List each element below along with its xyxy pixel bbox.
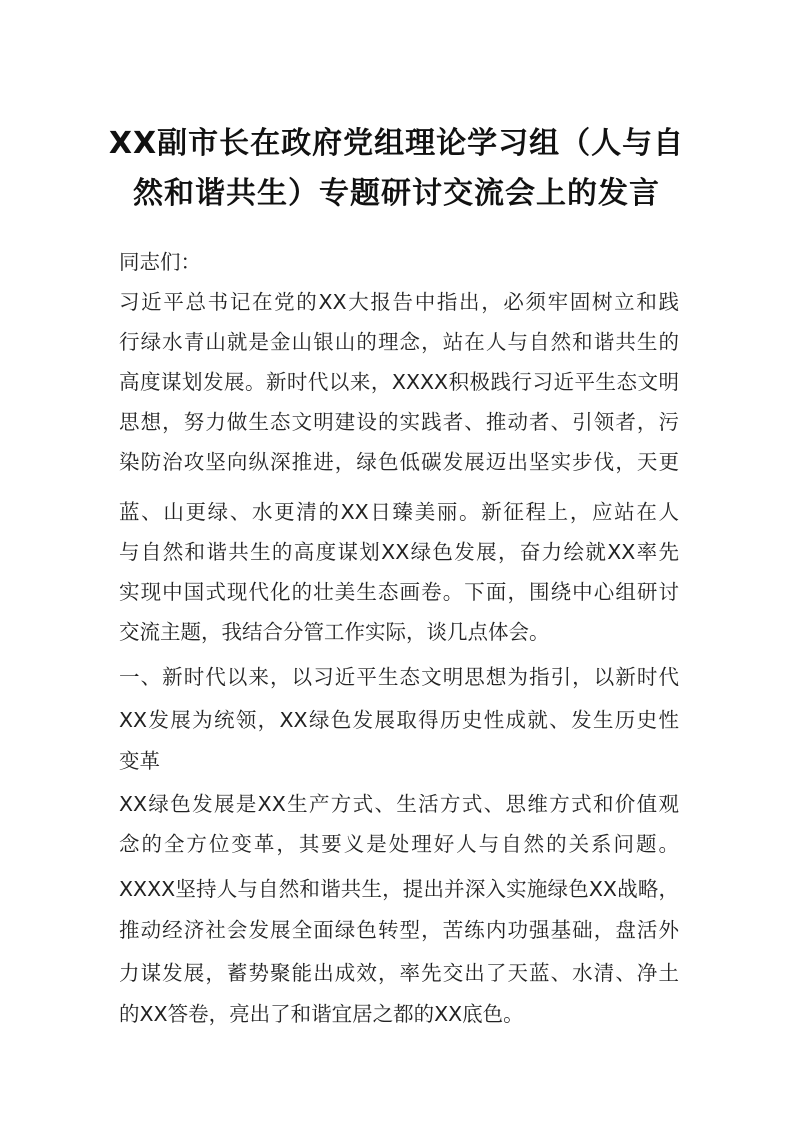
body-line: 思想，努力做生态文明建设的实践者、推动者、引领者，污	[119, 410, 679, 434]
body-line: 的XX答卷，亮出了和谐宜居之都的XX底色。	[119, 1002, 524, 1026]
body-line: 习近平总书记在党的XX大报告中指出，必须牢固树立和践	[119, 290, 679, 314]
section-heading-line: 一、新时代以来，以习近平生态文明思想为指引，以新时代	[119, 665, 679, 689]
body-line: XX绿色发展是XX生产方式、生活方式、思维方式和价值观	[119, 792, 679, 816]
body-line: 念的全方位变革，其要义是处理好人与自然的关系问题。	[119, 832, 679, 856]
body-line: 实现中国式现代化的壮美生态画卷。下面，围绕中心组研讨	[119, 580, 679, 604]
section-heading-line: 变革	[119, 749, 160, 773]
body-line: 推动经济社会发展全面绿色转型，苦练内功强基础，盘活外	[119, 918, 679, 942]
body-line: XXXX坚持人与自然和谐共生，提出并深入实施绿色XX战略，	[119, 877, 679, 901]
body-line: 染防治攻坚向纵深推进，绿色低碳发展迈出坚实步伐，天更	[119, 450, 679, 474]
body-line: 蓝、山更绿、水更清的XX日臻美丽。新征程上，应站在人	[119, 500, 679, 524]
document-title-line-1: XX副市长在政府党组理论学习组（人与自	[108, 126, 685, 161]
section-heading-line: XX发展为统领，XX绿色发展取得历史性成就、发生历史性	[119, 708, 679, 732]
body-line: 高度谋划发展。新时代以来，XXXX积极践行习近平生态文明	[119, 370, 679, 394]
salutation: 同志们：	[119, 250, 201, 274]
body-line: 与自然和谐共生的高度谋划XX绿色发展，奋力绘就XX率先	[119, 540, 679, 564]
document-title-line-2: 然和谐共生）专题研讨交流会上的发言	[133, 176, 660, 211]
body-line: 行绿水青山就是金山银山的理念，站在人与自然和谐共生的	[119, 330, 679, 354]
body-line: 交流主题，我结合分管工作实际，谈几点体会。	[119, 620, 550, 644]
body-line: 力谋发展，蓄势聚能出成效，率先交出了天蓝、水清、净土	[119, 961, 679, 985]
